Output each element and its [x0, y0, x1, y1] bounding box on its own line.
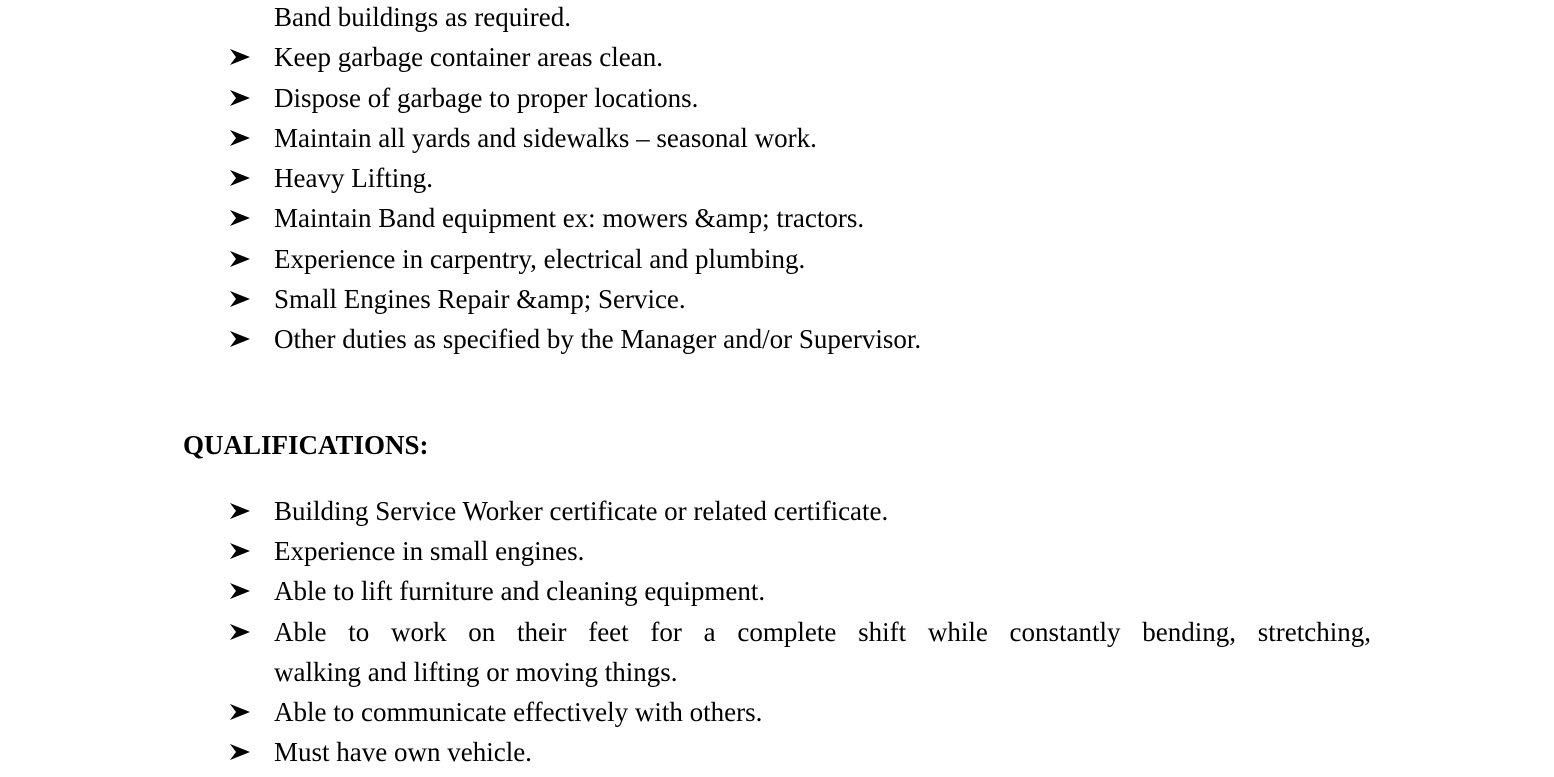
duty-item: Small Engines Repair &amp; Service. [274, 284, 686, 314]
duty-item: Experience in carpentry, electrical and plumbing. [274, 244, 806, 274]
qualification-item: Building Service Worker certificate or related certificate. [274, 496, 889, 526]
arrowhead-bullet-icon [229, 575, 253, 607]
arrowhead-bullet-icon [229, 162, 253, 194]
qualification-item: Able to work on their feet for a complete shift while constantly bending, stretching, [274, 617, 1371, 647]
duty-item: Heavy Lifting. [274, 163, 433, 193]
arrowhead-bullet-icon [229, 243, 253, 275]
qualification-item: Experience in small engines. [274, 536, 585, 566]
arrowhead-bullet-icon [229, 283, 253, 315]
qualification-item-continuation: walking and lifting or moving things. [274, 657, 678, 687]
duty-item: Maintain all yards and sidewalks – seasonal work. [274, 123, 817, 153]
duty-item: Dispose of garbage to proper locations. [274, 83, 699, 113]
duty-item: Other duties as specified by the Manager and/or Supervisor. [274, 324, 922, 354]
arrowhead-bullet-icon [229, 696, 253, 728]
arrowhead-bullet-icon [229, 535, 253, 567]
duty-item: Keep garbage container areas clean. [274, 42, 664, 72]
arrowhead-bullet-icon [229, 202, 253, 234]
arrowhead-bullet-icon [229, 82, 253, 114]
duty-item: Maintain Band equipment ex: mowers &amp; tractors. [274, 203, 865, 233]
duty-continuation-text: Band buildings as required. [274, 2, 571, 32]
arrowhead-bullet-icon [229, 736, 253, 768]
arrowhead-bullet-icon [229, 122, 253, 154]
qualification-item: Must have own vehicle. [274, 737, 532, 767]
qualifications-heading: QUALIFICATIONS: [183, 430, 429, 460]
arrowhead-bullet-icon [229, 41, 253, 73]
qualification-item: Able to lift furniture and cleaning equipment. [274, 576, 766, 606]
qualification-item: Able to communicate effectively with others. [274, 697, 763, 727]
arrowhead-bullet-icon [229, 495, 253, 527]
arrowhead-bullet-icon [229, 323, 253, 355]
arrowhead-bullet-icon [229, 616, 253, 648]
